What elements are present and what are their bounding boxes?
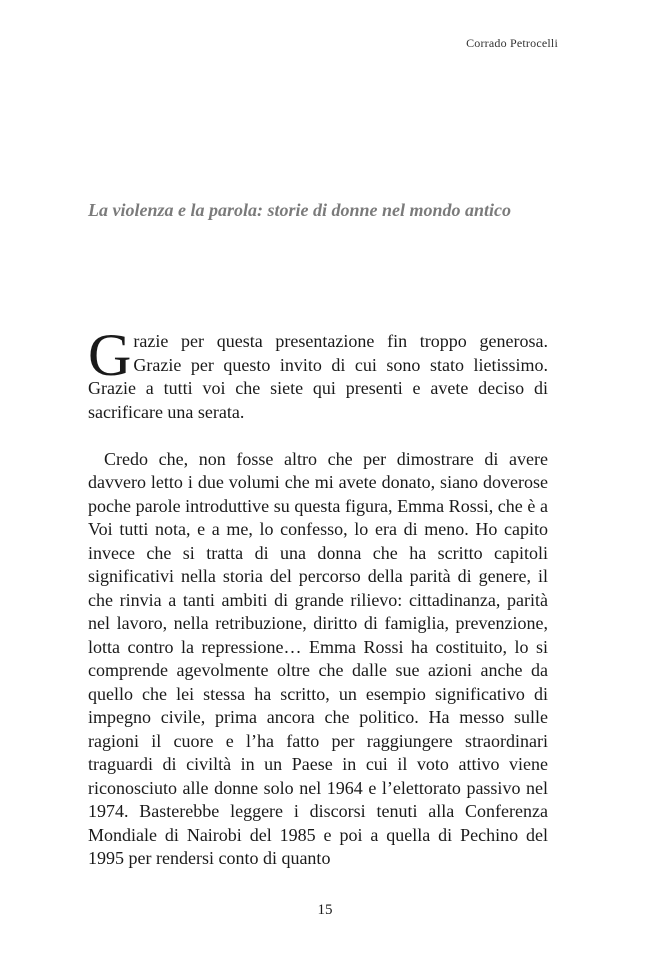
paragraph-first-text: razie per questa presentazione fin troppo generosa. Grazie per questo invito di cui sono stato lietissimo. Grazie a tutti voi che siete qui presenti e avete deciso di sacrificare una serata. [88,331,548,422]
section-title: La violenza e la parola: storie di donne nel mondo antico [88,200,512,220]
drop-cap: G [88,322,132,388]
page-number: 15 [317,902,333,918]
body-text [88,322,548,871]
paragraph-second: Credo che, non fosse altro che per dimostrare di avere davvero letto i due volumi che mi avete donato, siano doverose poche parole introduttive su questa figura, Emma Rossi, che è a Voi tutti nota, e a me, lo confesso, lo era di meno. Ho capito invece che si tratta di una donna che ha scritto capitoli significativi nella storia del percorso della parità di genere, il che rinvia a tanti ambiti di grande rilievo: cittadinanza, parità nel lavoro, nella retribuzione, diritto di famiglia, prevenzione, lotta contro la repressione… Emma Rossi ha costituito, lo si comprende agevolmente oltre che dalle sue azioni anche da quello che lei stessa ha scritto, un esempio significativo di impegno civile, prima ancora che politico. Ha messo sulle ragioni il cuore e l’ha fatto per raggiungere straordinari traguardi di civiltà in un Paese in cui il voto attivo viene riconosciuto alle donne solo nel 1964 e l’elettorato passivo nel 1974. Basterebbe leggere i discorsi tenuti alla Conferenza Mondiale di Nairobi del 1985 e poi a quella di Pechino del 1995 per rendersi conto di quanto [88,448,548,868]
running-header-author: Corrado Petrocelli [466,36,558,50]
paragraph-first [88,322,548,424]
